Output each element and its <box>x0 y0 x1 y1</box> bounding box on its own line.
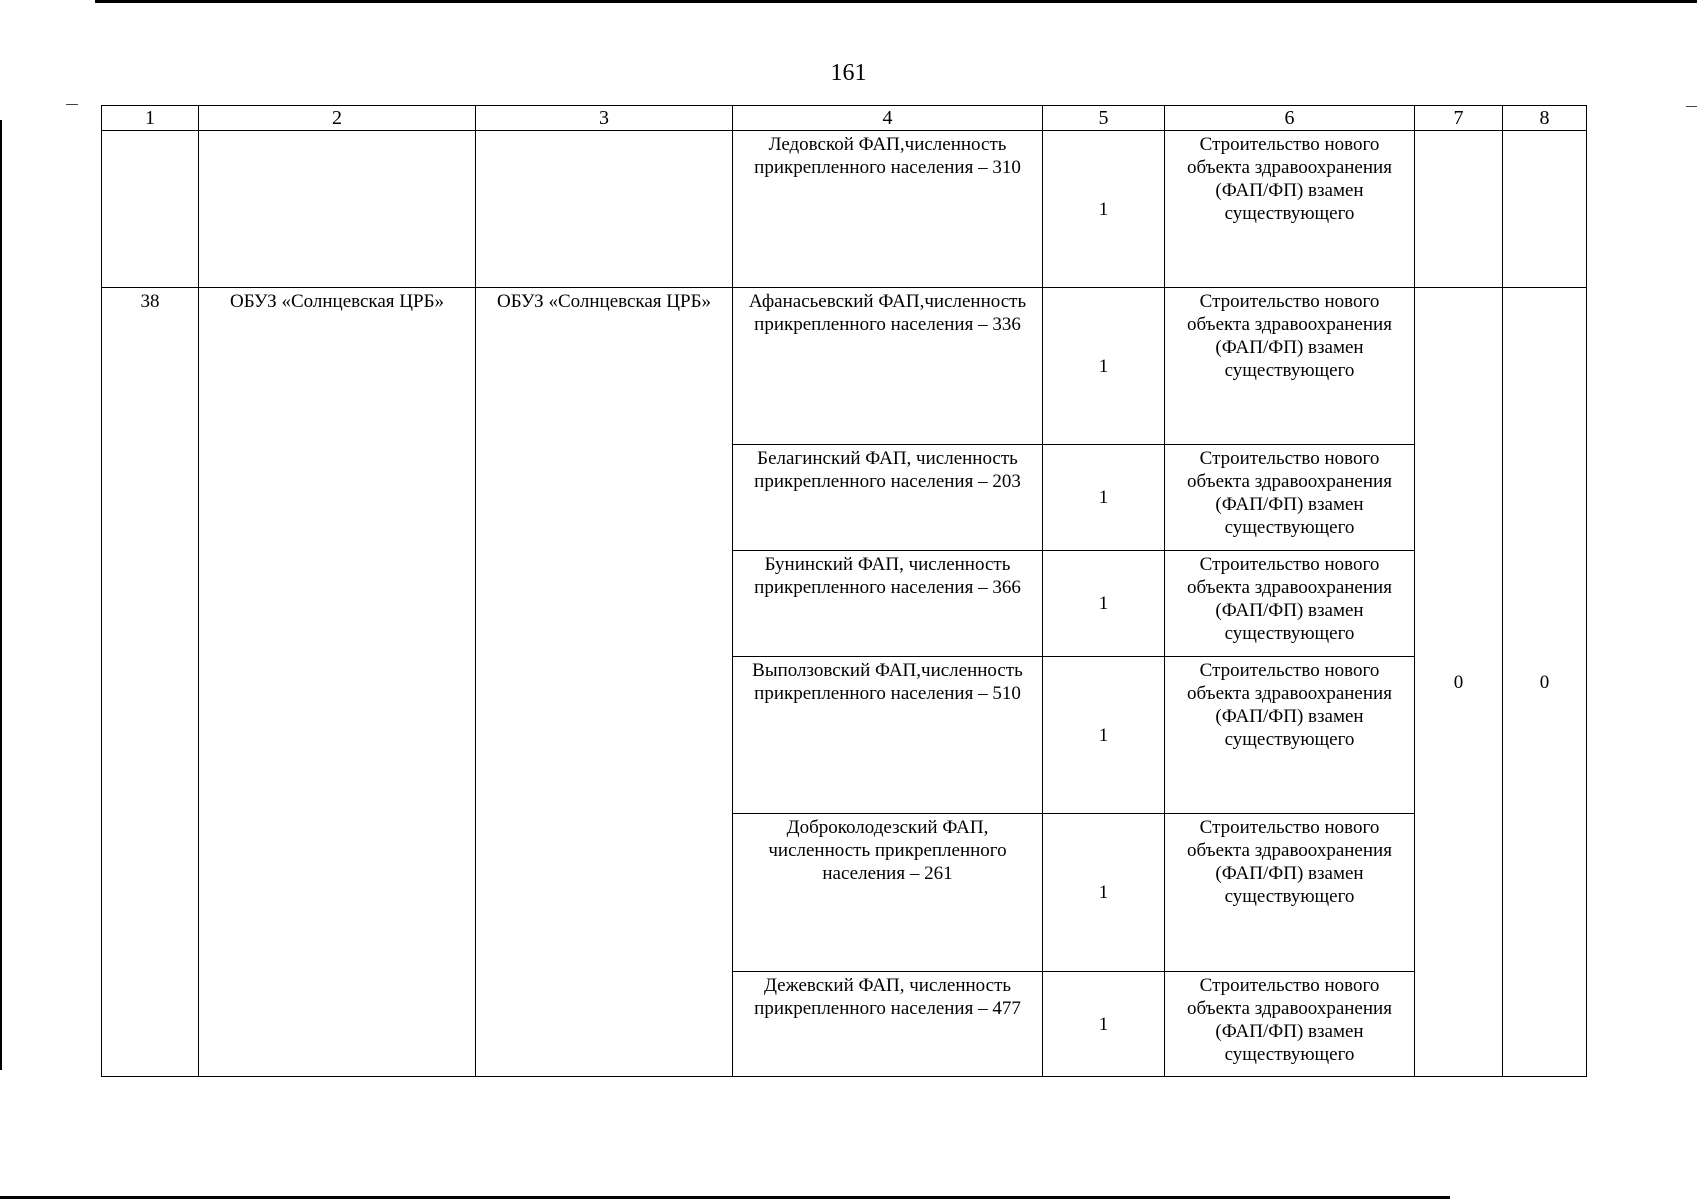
action-cell: Строительство нового объекта здравоохранения (ФАП/ФП) взамен существующего <box>1165 288 1415 445</box>
col8-value-cell: 0 <box>1503 288 1587 1077</box>
column-number: 5 <box>1043 106 1165 131</box>
quantity-cell: 1 <box>1043 131 1165 288</box>
scan-tick-mark <box>1686 106 1697 107</box>
facility-cell: Бунинский ФАП, численность прикрепленного населения – 366 <box>733 551 1043 657</box>
scan-border-bottom <box>0 1196 1450 1199</box>
action-cell: Строительство нового объекта здравоохранения (ФАП/ФП) взамен существующего <box>1165 445 1415 551</box>
column-number: 1 <box>102 106 199 131</box>
quantity-cell: 1 <box>1043 657 1165 814</box>
action-cell: Строительство нового объекта здравоохранения (ФАП/ФП) взамен существующего <box>1165 551 1415 657</box>
quantity-cell: 1 <box>1043 972 1165 1077</box>
action-cell: Строительство нового объекта здравоохранения (ФАП/ФП) взамен существующего <box>1165 814 1415 972</box>
quantity-cell: 1 <box>1043 814 1165 972</box>
action-cell: Строительство нового объекта здравоохранения (ФАП/ФП) взамен существующего <box>1165 131 1415 288</box>
col7-value-cell: 0 <box>1415 288 1503 1077</box>
column-number: 4 <box>733 106 1043 131</box>
column-number: 2 <box>199 106 476 131</box>
scan-border-top <box>95 0 1697 3</box>
organization-cell: ОБУЗ «Солнцевская ЦРБ» <box>476 288 733 1077</box>
column-number-row <box>102 106 1587 131</box>
scan-tick-mark <box>66 104 78 105</box>
empty-cell <box>1415 131 1503 288</box>
table-row <box>102 288 1587 445</box>
facility-cell: Ледовской ФАП,численность прикрепленного населения – 310 <box>733 131 1043 288</box>
table-body <box>102 131 1587 1077</box>
page-number: 161 <box>830 60 867 86</box>
empty-cell <box>476 131 733 288</box>
table-header <box>102 106 1587 131</box>
quantity-cell: 1 <box>1043 551 1165 657</box>
document-table <box>101 105 1587 1077</box>
organization-cell: ОБУЗ «Солнцевская ЦРБ» <box>199 288 476 1077</box>
facility-cell: Доброколодезский ФАП, численность прикрепленного населения – 261 <box>733 814 1043 972</box>
facility-cell: Выползовский ФАП,численность прикрепленного населения – 510 <box>733 657 1043 814</box>
empty-cell <box>1503 131 1587 288</box>
quantity-cell: 1 <box>1043 288 1165 445</box>
action-cell: Строительство нового объекта здравоохранения (ФАП/ФП) взамен существующего <box>1165 972 1415 1077</box>
quantity-cell: 1 <box>1043 445 1165 551</box>
empty-cell <box>199 131 476 288</box>
table-row-continuation <box>102 131 1587 288</box>
facility-cell: Белагинский ФАП, численность прикрепленного населения – 203 <box>733 445 1043 551</box>
column-number: 6 <box>1165 106 1415 131</box>
action-cell: Строительство нового объекта здравоохранения (ФАП/ФП) взамен существующего <box>1165 657 1415 814</box>
scan-border-left <box>0 120 2 1070</box>
empty-cell <box>102 131 199 288</box>
column-number: 3 <box>476 106 733 131</box>
facility-cell: Дежевский ФАП, численность прикрепленного населения – 477 <box>733 972 1043 1077</box>
facility-cell: Афанасьевский ФАП,численность прикрепленного населения – 336 <box>733 288 1043 445</box>
column-number: 8 <box>1503 106 1587 131</box>
entry-number-cell: 38 <box>102 288 199 1077</box>
column-number: 7 <box>1415 106 1503 131</box>
